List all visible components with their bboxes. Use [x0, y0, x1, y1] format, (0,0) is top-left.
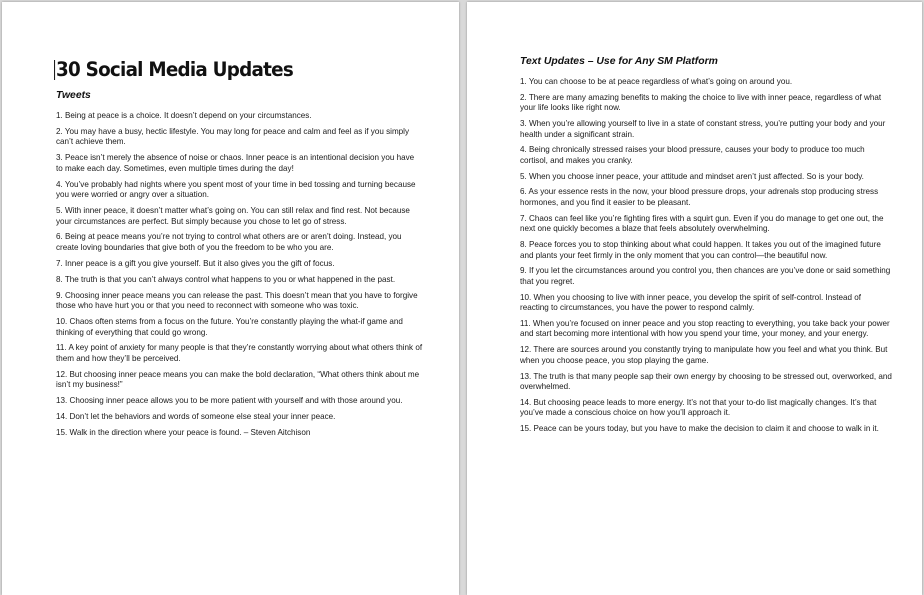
text-update-item: 4. Being chronically stressed raises your blood pressure, causes your body to produce too much cortisol, and makes you cranky. [520, 145, 865, 165]
text-cursor [54, 60, 55, 80]
text-update-item: 11. When you’re focused on inner peace and you stop reacting to everything, you take back your power and start becoming more intentional with how you spend your time, your money, and your energy. [520, 318, 890, 339]
text-update-item: 9. If you let the circumstances around you control you, then chances are you’ve done or said something that you regret. [520, 266, 891, 286]
tweet-item: 6. Being at peace means you’re not trying to control what others are or aren’t doing. Instead, you create loving boundaries that give both of you the freedom to be who you are. [56, 232, 402, 252]
text-update-item: 3. When you’re allowing yourself to live in a state of constant stress, you’re putting your body and your health under a significant strain. [520, 119, 886, 139]
tweet-item: 14. Don’t let the behaviors and words of someone else steal your inner peace. [56, 412, 336, 422]
text-update-item: 10. When you choosing to live with inner peace, you develop the spirit of self-control. Instead of reacting to circumstances, you have the power to respond calmly. [520, 292, 862, 313]
text-update-item: 6. As your essence rests in the now, your blood pressure drops, your adrenals stop producing stress hormones, and you find it easier to be pleasant. [520, 187, 879, 207]
text-update-item: 12. There are sources around you constantly trying to manipulate how you feel and what you think. But when you choose peace, you stop playing the game. [520, 345, 888, 365]
document-page-right [467, 2, 922, 595]
document-title-text: 30 Social Media Updates [56, 58, 293, 81]
text-updates-list [520, 77, 892, 435]
tweet-item: 2. You may have a busy, hectic lifestyle. You may long for peace and calm and feel as if you simply can’t achieve them. [56, 126, 410, 147]
tweet-item: 12. But choosing inner peace means you can make the bold declaration, “What others think about me isn’t my business!” [56, 369, 420, 390]
tweet-item: 1. Being at peace is a choice. It doesn’t depend on your circumstances. [56, 111, 312, 120]
tweet-item: 3. Peace isn’t merely the absence of noise or chaos. Inner peace is an intentional decision you have to make each day. Sometimes, even multiple times during the day! [56, 153, 415, 173]
tweet-item: 4. You’ve probably had nights where you spent most of your time in bed tossing and turning because you were worried or angry over a situation. [56, 179, 416, 200]
document-title[interactable] [56, 58, 401, 82]
text-update-item: 1. You can choose to be at peace regardless of what’s going on around you. [520, 77, 793, 86]
tweet-item: 5. With inner peace, it doesn’t matter what’s going on. You can still relax and find rest. Not because your circumstances are perfect. But simply because you chose to let go of stress. [56, 206, 410, 226]
tweet-item: 11. A key point of anxiety for many people is that they’re constantly worrying about what others think of them and how they’ll be perceived. [56, 343, 423, 363]
text-update-item: 8. Peace forces you to stop thinking about what could happen. It takes you out of the imagined future and plants your feet firmly in the only moment that you can control—the beautiful now. [520, 240, 881, 260]
text-update-item: 2. There are many amazing benefits to making the choice to live with inner peace, regardless of what your life looks like right now. [520, 92, 882, 113]
tweet-item: 9. Choosing inner peace means you can release the past. This doesn’t mean that you have to forgive those who have hurt you or that you need to reconnect with someone who was toxic. [56, 290, 418, 311]
tweet-item: 10. Chaos often stems from a focus on the future. You’re constantly playing the what-if game and thinking of everything that could go wrong. [56, 317, 403, 337]
tweet-item: 8. The truth is that you can’t always control what happens to you or what happened in the past. [56, 274, 396, 284]
tweet-item: 7. Inner peace is a gift you give yourself. But it also gives you the gift of focus. [56, 258, 335, 268]
text-update-item: 15. Peace can be yours today, but you have to make the decision to claim it and choose to walk in it. [520, 424, 879, 434]
text-update-item: 14. But choosing peace leads to more energy. It’s not that your to-do list magically changes. It’s that you’ve made a conscious choice on how you’ll approach it. [520, 397, 877, 418]
tweets-list [56, 111, 423, 438]
document-page-left [2, 2, 459, 595]
text-update-item: 13. The truth is that many people sap their own energy by choosing to be stressed out, overworked, and overwhelmed. [520, 371, 892, 392]
tweets-heading: Tweets [56, 90, 91, 101]
text-update-item: 7. Chaos can feel like you’re fighting fires with a squirt gun. Even if you do manage to get one out, the next one quickly becomes a blaze that feels absolutely overwhelming. [520, 213, 884, 234]
text-update-item: 5. When you choose inner peace, your attitude and mindset aren’t just affected. So is your body. [520, 171, 864, 181]
tweet-item: 13. Choosing inner peace allows you to be more patient with yourself and with those around you. [56, 396, 403, 406]
tweet-item: 15. Walk in the direction where your peace is found. – Steven Aitchison [56, 427, 311, 437]
text-updates-heading: Text Updates – Use for Any SM Platform [520, 56, 718, 67]
